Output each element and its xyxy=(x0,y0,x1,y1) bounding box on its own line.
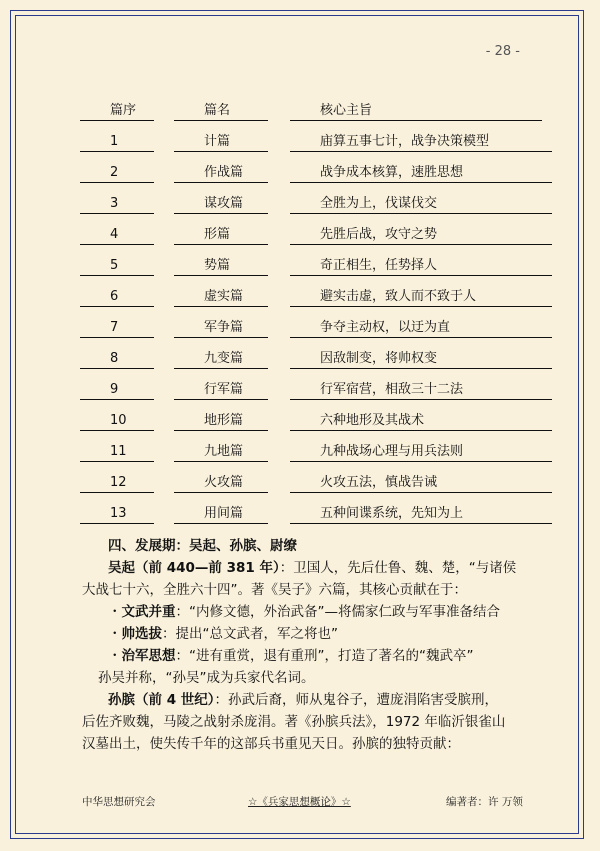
row-theme: 奇正相生，任势择人 xyxy=(290,256,552,276)
table-row xyxy=(0,349,600,369)
row-title: 军争篇 xyxy=(174,318,268,338)
sunbin-line3: 汉墓出土，使失传千年的这部兵书重见天日。孙膑的独特贡献： xyxy=(82,736,460,752)
wuqi-bullet-2: ・帅选拔：提出“总文武者，军之将也” xyxy=(108,626,338,642)
row-theme: 五种间谍系统，先知为上 xyxy=(290,504,552,524)
row-order: 11 xyxy=(80,442,154,462)
footer-center: ☆《兵家思想概论》☆ xyxy=(248,796,351,808)
wuqi-line2: 大战七十六，全胜六十四”。著《吴子》六篇，其核心贡献在于： xyxy=(82,582,467,598)
row-order: 5 xyxy=(80,256,154,276)
table-header-row xyxy=(0,101,600,121)
row-order: 10 xyxy=(80,411,154,431)
row-title: 势篇 xyxy=(174,256,268,276)
row-title: 火攻篇 xyxy=(174,473,268,493)
table-row xyxy=(0,132,600,152)
table-row xyxy=(0,163,600,183)
sunbin-line2: 后佐齐败魏，马陵之战射杀庞涓。著《孙膑兵法》，1972 年临沂银雀山 xyxy=(82,714,506,730)
row-theme: 全胜为上，伐谋伐交 xyxy=(290,194,552,214)
wuqi-intro: 吴起（前 440—前 381 年）：卫国人，先后仕鲁、魏、楚，“与诸侯 xyxy=(108,560,517,576)
table-row xyxy=(0,225,600,245)
row-order: 4 xyxy=(80,225,154,245)
sunbin-intro: 孙膑（前 4 世纪）：孙武后裔，师从鬼谷子，遭庞涓陷害受膑刑， xyxy=(108,692,499,708)
row-order: 1 xyxy=(80,132,154,152)
header-order: 篇序 xyxy=(80,101,154,121)
page-number: - 28 - xyxy=(485,44,520,59)
row-theme: 九种战场心理与用兵法则 xyxy=(290,442,552,462)
table-row xyxy=(0,287,600,307)
row-theme: 庙算五事七计，战争决策模型 xyxy=(290,132,552,152)
row-theme: 行军宿营，相敌三十二法 xyxy=(290,380,552,400)
row-theme: 战争成本核算，速胜思想 xyxy=(290,163,552,183)
row-title: 用间篇 xyxy=(174,504,268,524)
row-theme: 六种地形及其战术 xyxy=(290,411,552,431)
wuqi-bullet-3: ・治军思想：“进有重赏，退有重刑”，打造了著名的“魏武卒” xyxy=(108,648,474,664)
row-order: 13 xyxy=(80,504,154,524)
table-row xyxy=(0,256,600,276)
row-order: 9 xyxy=(80,380,154,400)
row-title: 九变篇 xyxy=(174,349,268,369)
row-title: 虚实篇 xyxy=(174,287,268,307)
wuqi-name: 吴起（前 440—前 381 年） xyxy=(108,560,280,576)
table-row xyxy=(0,411,600,431)
sunbin-name: 孙膑（前 4 世纪） xyxy=(108,692,215,708)
table-row xyxy=(0,504,600,524)
row-theme: 火攻五法，慎战告诫 xyxy=(290,473,552,493)
row-title: 九地篇 xyxy=(174,442,268,462)
table-row xyxy=(0,318,600,338)
section-heading: 四、发展期：吴起、孙膑、尉缭 xyxy=(108,538,297,554)
row-title: 形篇 xyxy=(174,225,268,245)
footer-right: 编著者：许 万领 xyxy=(446,796,523,808)
table-row xyxy=(0,442,600,462)
table-row xyxy=(0,473,600,493)
wuqi-closing: 孙吴并称，“孙吴”成为兵家代名词。 xyxy=(98,670,315,686)
row-order: 6 xyxy=(80,287,154,307)
row-title: 作战篇 xyxy=(174,163,268,183)
wuqi-bullet-1: ・文武并重：“内修文德，外治武备”—将儒家仁政与军事准备结合 xyxy=(108,604,500,620)
header-theme: 核心主旨 xyxy=(290,101,542,121)
row-title: 地形篇 xyxy=(174,411,268,431)
row-title: 计篇 xyxy=(174,132,268,152)
row-title: 行军篇 xyxy=(174,380,268,400)
footer-left: 中华思想研究会 xyxy=(82,796,156,808)
row-order: 2 xyxy=(80,163,154,183)
row-order: 8 xyxy=(80,349,154,369)
row-title: 谋攻篇 xyxy=(174,194,268,214)
table-row xyxy=(0,380,600,400)
header-title: 篇名 xyxy=(174,101,268,121)
table-row xyxy=(0,194,600,214)
row-theme: 争夺主动权，以迂为直 xyxy=(290,318,552,338)
row-theme: 先胜后战，攻守之势 xyxy=(290,225,552,245)
row-theme: 避实击虚，致人而不致于人 xyxy=(290,287,552,307)
row-order: 7 xyxy=(80,318,154,338)
row-theme: 因敌制变，将帅权变 xyxy=(290,349,552,369)
row-order: 3 xyxy=(80,194,154,214)
row-order: 12 xyxy=(80,473,154,493)
